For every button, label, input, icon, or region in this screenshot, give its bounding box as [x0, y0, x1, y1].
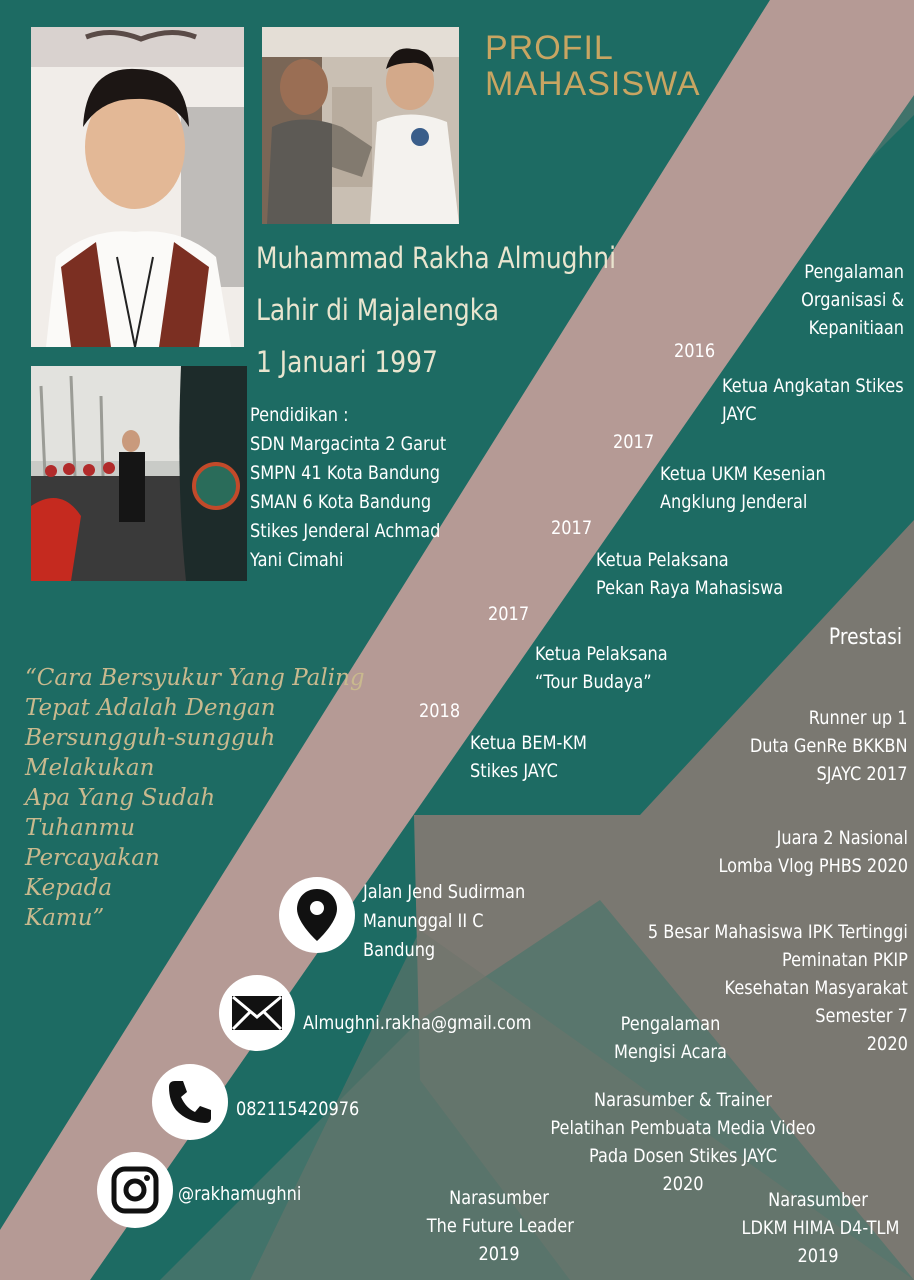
events-title-line: Mengisi Acara — [613, 1041, 727, 1063]
email-contact[interactable] — [219, 975, 295, 1051]
achievement-line: SJAYC 2017 — [816, 763, 908, 785]
address-line: Jalan Jend Sudirman — [363, 881, 526, 903]
event-line: 2020 — [662, 1173, 704, 1195]
achievement-item — [685, 824, 908, 880]
timeline-item — [722, 372, 914, 428]
timeline-item — [535, 640, 691, 696]
quote-line: Kamu” — [25, 905, 105, 931]
education-item: Yani Cimahi — [250, 549, 344, 571]
achievement-line: Juara 2 Nasional — [776, 827, 908, 849]
event-line: Narasumber — [768, 1189, 868, 1211]
event-item — [728, 1186, 908, 1270]
address-block — [363, 878, 554, 965]
timeline-item-line: Pekan Raya Mahasiswa — [596, 577, 784, 599]
quote-line: “Cara Bersyukur Yang Paling — [25, 665, 365, 691]
profile-info — [256, 232, 675, 388]
timeline-item-line: Ketua Pelaksana — [535, 643, 668, 665]
phone-contact[interactable] — [152, 1064, 228, 1140]
event-line: LDKM HIMA D4-TLM — [741, 1217, 900, 1239]
timeline-item-line: Ketua Pelaksana — [596, 549, 729, 571]
timeline-item-line: Ketua BEM-KM — [470, 732, 587, 754]
event-item — [414, 1184, 584, 1268]
timeline-item-line: Stikes JAYC — [470, 760, 558, 782]
organization-title-line: Kepanitiaan — [808, 317, 904, 339]
timeline-item-line: JAYC — [722, 403, 757, 425]
instagram-contact[interactable] — [97, 1152, 173, 1228]
timeline-year: 2016 — [674, 340, 716, 362]
quote-line: Tepat Adalah Dengan — [25, 695, 276, 721]
timeline-year: 2017 — [488, 603, 530, 625]
timeline-item-line: Ketua Angkatan Stikes — [722, 375, 904, 397]
organization-title-line: Organisasi & — [801, 289, 904, 311]
timeline-item-line: “Tour Budaya” — [535, 671, 652, 693]
award-photo — [262, 27, 459, 224]
timeline-item — [596, 546, 816, 602]
achievement-line: 2020 — [866, 1033, 908, 1055]
achievement-line: Runner up 1 — [809, 707, 908, 729]
quote-line: Kepada — [25, 875, 113, 901]
event-line: The Future Leader — [426, 1215, 574, 1237]
quote-line: Percayakan — [25, 845, 160, 871]
phone-number[interactable]: 082115420976 — [236, 1098, 360, 1120]
birth-place: Lahir di Majalengka — [256, 293, 500, 327]
timeline-year: 2017 — [613, 431, 655, 453]
event-line: Narasumber & Trainer — [594, 1089, 772, 1111]
event-line: 2019 — [478, 1243, 520, 1265]
event-item — [508, 1086, 858, 1198]
education-label: Pendidikan : — [250, 404, 349, 426]
achievement-item — [722, 704, 908, 788]
organization-title-line: Pengalaman — [804, 261, 904, 283]
envelope-icon — [230, 993, 284, 1033]
timeline-item — [660, 460, 855, 516]
achievement-line: Peminatan PKIP — [782, 949, 908, 971]
achievement-line: 5 Besar Mahasiswa IPK Tertinggi — [648, 921, 908, 943]
address-line: Bandung — [363, 939, 436, 961]
portrait-photo — [31, 27, 244, 347]
quote-line: Bersungguh-sungguh — [25, 725, 276, 751]
achievements-title: Prestasi — [828, 625, 902, 650]
organization-title — [783, 258, 904, 342]
timeline-item — [470, 729, 608, 785]
achievement-line: Duta GenRe BKKBN — [750, 735, 908, 757]
quote-line: Melakukan — [25, 755, 155, 781]
quote-line: Apa Yang Sudah — [25, 785, 216, 811]
education-item: SMPN 41 Kota Bandung — [250, 462, 441, 484]
education-item: SMAN 6 Kota Bandung — [250, 491, 432, 513]
timeline-item-line: Angklung Jenderal — [660, 491, 808, 513]
event-line: Narasumber — [449, 1187, 549, 1209]
quote-line: Tuhanmu — [25, 815, 136, 841]
timeline-year: 2017 — [551, 517, 593, 539]
event-line: Pada Dosen Stikes JAYC — [588, 1145, 778, 1167]
activity-photo — [31, 366, 247, 581]
phone-icon — [167, 1079, 213, 1125]
email-address[interactable]: Almughni.rakha@gmail.com — [303, 1012, 532, 1034]
birth-date: 1 Januari 1997 — [256, 345, 438, 379]
achievement-line: Kesehatan Masyarakat — [724, 977, 908, 999]
location-contact — [279, 877, 355, 953]
profile-name: Muhammad Rakha Almughni — [256, 241, 617, 275]
achievement-line: Semester 7 — [815, 1005, 908, 1027]
education-item: Stikes Jenderal Achmad — [250, 520, 441, 542]
instagram-icon — [111, 1166, 159, 1214]
education-section — [250, 401, 481, 575]
page-title — [485, 30, 701, 102]
education-item: SDN Margacinta 2 Garut — [250, 433, 447, 455]
timeline-item-line: Ketua UKM Kesenian — [660, 463, 826, 485]
achievement-line: Lomba Vlog PHBS 2020 — [718, 855, 908, 877]
title-line-1: PROFIL — [485, 29, 614, 67]
instagram-handle[interactable]: @rakhamughni — [178, 1183, 302, 1205]
event-line: Pelatihan Pembuata Media Video — [550, 1117, 816, 1139]
title-line-2: MAHASISWA — [485, 65, 701, 103]
timeline-year: 2018 — [419, 700, 461, 722]
events-title-line: Pengalaman — [620, 1013, 721, 1035]
events-title — [604, 1010, 737, 1066]
address-line: Manunggal II C — [363, 910, 484, 932]
location-pin-icon — [294, 887, 340, 943]
event-line: 2019 — [797, 1245, 839, 1267]
